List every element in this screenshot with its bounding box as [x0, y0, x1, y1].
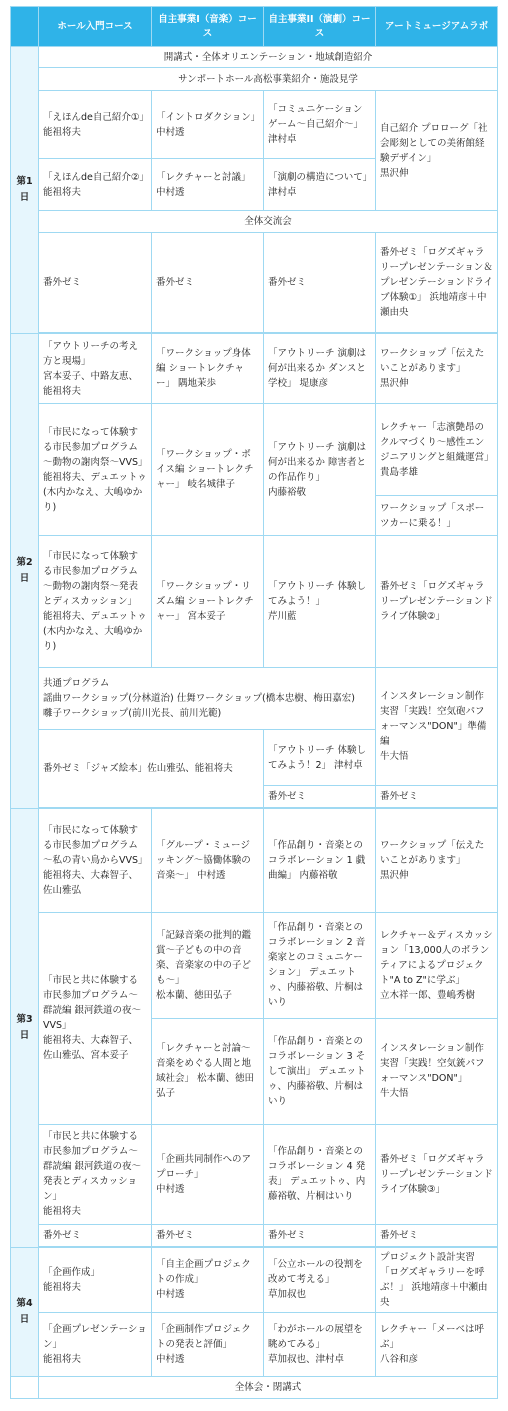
schedule-cell	[264, 159, 376, 211]
schedule-cell	[264, 91, 376, 159]
session-lecturer: 松本蘭、徳田弘子	[156, 989, 233, 1001]
session-title: 「えほんde自己紹介①」	[43, 111, 149, 123]
session-title: 「アウトリーチ 演劇は何が出来るか 障害者との作品作り」	[268, 441, 367, 483]
session-title: レクチャー「志濱艶昂のクルマづくり～感性エンジニアリングと組織運営」	[380, 421, 494, 463]
header-corner	[11, 7, 39, 47]
session-lecturer: 能祖将夫	[43, 126, 82, 138]
session-title: 「企画共同制作へのアプローチ」	[156, 1153, 252, 1180]
schedule-cell: 「レクチャーと討論～音楽をめぐる人間と地域社会」 松本蘭、徳田弘子	[152, 1018, 264, 1124]
table-row	[11, 668, 498, 730]
schedule-table	[10, 6, 498, 1399]
schedule-cell	[39, 1247, 152, 1312]
schedule-cell: 番外ゼミ「ログズギャラリープレゼンテーション＆プレゼンテーションドライブ体験①」 浜地靖彦＋中瀬由央	[376, 233, 498, 333]
schedule-cell	[152, 912, 264, 1018]
session-lecturer: 八谷和彦	[380, 1353, 419, 1365]
schedule-cell: 番外ゼミ	[376, 786, 498, 808]
session-lecturer: 中村透	[156, 1183, 185, 1195]
schedule-cell	[152, 1312, 264, 1376]
session-title: 自己紹介 プロローグ「社会彫刻としての美術館経験デザイン」	[380, 122, 488, 164]
common-program-cell	[39, 668, 376, 730]
schedule-cell	[39, 536, 152, 668]
table-row	[11, 1124, 498, 1224]
session-lecturer: 能祖将夫、大森智子、佐山雅弘	[43, 870, 139, 896]
session-lecturer: 立木祥一郎、豊嶋秀樹	[380, 989, 476, 1001]
schedule-cell: 番外ゼミ	[264, 786, 376, 808]
schedule-cell	[39, 809, 152, 912]
schedule-cell	[39, 404, 152, 536]
table-row	[11, 1224, 498, 1246]
schedule-cell: 番外ゼミ「ログズギャラリープレゼンテーションドライブ体験③」	[376, 1124, 498, 1224]
session-lecturer: 中村透	[156, 186, 185, 198]
schedule-cell: 番外ゼミ「ログズギャラリープレゼンテーションドライブ体験②」	[376, 536, 498, 668]
schedule-cell: プロジェクト設計実習「ログズギャラリーを呼ぶ！」 浜地靖彦＋中瀬由央	[376, 1247, 498, 1312]
table-row	[11, 334, 498, 404]
schedule-cell	[376, 1312, 498, 1376]
session-title: インスタレーション制作実習「実践！空気銃パフォーマンス"DON"」	[380, 1043, 485, 1085]
schedule-cell: 番外ゼミ	[152, 233, 264, 333]
session-title: 「企画制作プロジェクトの発表と評価」	[156, 1323, 251, 1350]
session-lecturer: 草加叔也、津村卓	[268, 1353, 345, 1365]
session-title: 「コミュニケーションゲーム～自己紹介～」	[268, 104, 364, 131]
session-lecturer: 牛大悟	[380, 751, 409, 763]
session-lecturer: 能祖将夫、デュエットゥ(木内かなえ、大嶋ゆかり)	[43, 611, 147, 653]
schedule-cell: 「ワークショップ・リズム編 ショートレクチャー」 宮本妥子	[152, 536, 264, 668]
session-lecturer: 能祖将夫、デュエットゥ(木内かなえ、大嶋ゆかり)	[43, 471, 147, 513]
day-label-3: 第3日	[11, 809, 39, 1247]
session-title: 「市民になって体験する市民参加プログラム～動物の謝肉祭～VVS」	[43, 426, 148, 468]
schedule-cell	[376, 91, 498, 211]
schedule-cell	[152, 1124, 264, 1224]
schedule-cell: 番外ゼミ	[39, 233, 152, 333]
schedule-cell: 番外ゼミ	[376, 1224, 498, 1246]
session-title: 「イントロダクション」	[156, 111, 261, 123]
session-title: 「レクチャーと討議」	[156, 171, 251, 183]
schedule-cell	[376, 334, 498, 404]
session-lecturer: 能祖将夫	[43, 186, 82, 198]
schedule-cell	[152, 91, 264, 159]
table-row	[11, 404, 498, 496]
sunport-intro-cell: サンポートホール高松事業紹介・施設見学	[39, 68, 498, 91]
schedule-cell	[152, 1247, 264, 1312]
table-row	[11, 912, 498, 1018]
schedule-cell: 番外ゼミ	[264, 233, 376, 333]
session-title: 「アウトリーチ 体験してみよう！」	[268, 581, 367, 608]
table-row	[11, 1247, 498, 1312]
exchange-cell: 全体交流会	[39, 211, 498, 233]
session-lecturer: 能祖将夫	[43, 1353, 82, 1365]
header-music-course: 自主事業I（音楽）コース	[152, 7, 264, 47]
session-lecturer: 中村透	[156, 1353, 185, 1365]
schedule-cell	[264, 1247, 376, 1312]
schedule-cell: 番外ゼミ	[152, 1224, 264, 1246]
header-hall-course: ホール入門コース	[39, 7, 152, 47]
session-title: レクチャー＆ディスカッション「13,000人のボランティアによるプロジェクト"A to Z"に学ぶ」	[380, 929, 493, 986]
common-program-title: 共通プログラム	[43, 678, 110, 690]
day-label-1: 第1日	[11, 47, 39, 334]
header-row	[11, 7, 498, 47]
session-title: 「記録音楽の批判的鑑賞～子どもの中の音楽、音楽家の中の子ども～」	[156, 929, 252, 986]
table-row	[11, 1376, 498, 1398]
session-lecturer: 牛大悟	[380, 1088, 409, 1100]
session-lecturer: 貴島孝雄	[380, 466, 419, 478]
closing-cell: 全体会・閉講式	[39, 1376, 498, 1398]
schedule-cell: 番外ゼミ	[39, 1224, 152, 1246]
schedule-cell	[376, 912, 498, 1018]
table-row	[11, 233, 498, 333]
table-row	[11, 536, 498, 668]
schedule-cell	[376, 404, 498, 496]
schedule-cell	[39, 1124, 152, 1224]
schedule-cell	[376, 1018, 498, 1124]
header-drama-course: 自主事業II（演劇）コース	[264, 7, 376, 47]
header-art-lab: アートミュージアムラボ	[376, 7, 498, 47]
session-title: 「公立ホールの役割を改めて考える」	[268, 1259, 363, 1286]
session-title: 「演劇の構造について」	[268, 171, 373, 183]
schedule-cell: 「アウトリーチ 体験してみよう！2」 津村卓	[264, 730, 376, 786]
schedule-cell: 番外ゼミ「ジャズ絵本」佐山雅弘、能祖将夫	[39, 730, 264, 808]
schedule-cell: 「ワークショップ・ボイス編 ショートレクチャー」 岐名城律子	[152, 404, 264, 536]
session-title: 「市民と共に体験する市民参加プログラム～群読編 銀河鉄道の夜～VVS」	[43, 975, 142, 1032]
schedule-cell: 「作品創り・音楽とのコラボレーション 1 戯曲編」 内藤裕敬	[264, 809, 376, 912]
session-lecturer: 草加叔也	[268, 1289, 307, 1301]
session-lecturer: 津村卓	[268, 134, 297, 146]
session-title: 「企画プレゼンテーション」	[43, 1323, 147, 1350]
schedule-cell	[39, 1312, 152, 1376]
schedule-cell	[39, 159, 152, 211]
schedule-cell: 「ワークショップ身体編 ショートレクチャー」 隅地茉歩	[152, 334, 264, 404]
schedule-cell	[152, 159, 264, 211]
session-title: 「わがホールの展望を眺めてみる」	[268, 1323, 363, 1350]
table-row	[11, 91, 498, 159]
schedule-cell	[39, 334, 152, 404]
table-row	[11, 1312, 498, 1376]
session-title: 「自主企画プロジェクトの作成」	[156, 1259, 251, 1286]
schedule-cell: ワークショップ「スポーツカーに乗る！」	[376, 496, 498, 536]
day-label-2: 第2日	[11, 334, 39, 809]
session-title: 「市民と共に体験する市民参加プログラム～群読編 銀河鉄道の夜～発表とディスカッション」	[43, 1131, 142, 1203]
table-row	[11, 68, 498, 91]
table-row	[11, 47, 498, 68]
schedule-cell	[376, 668, 498, 786]
session-lecturer: 宮本妥子、中路友恵、能祖将夫	[43, 370, 139, 397]
session-lecturer: 中村透	[156, 1289, 185, 1301]
schedule-cell: 番外ゼミ	[264, 1224, 376, 1246]
table-row	[11, 809, 498, 912]
schedule-cell	[39, 912, 152, 1124]
table-row	[11, 211, 498, 233]
schedule-cell	[39, 91, 152, 159]
schedule-cell	[264, 404, 376, 536]
closing-spacer	[11, 1376, 39, 1398]
session-lecturer: 黒沢伸	[380, 378, 409, 390]
session-lecturer: 内藤裕敬	[268, 486, 307, 498]
session-lecturer: 芹川藍	[268, 611, 297, 623]
session-title: 「えほんde自己紹介②」	[43, 171, 149, 183]
schedule-cell: 「グループ・ミュージッキング～協働体験の音楽～」 中村透	[152, 809, 264, 912]
session-title: 「市民になって体験する市民参加プログラム～動物の謝肉祭～発表とディスカッション」	[43, 551, 139, 608]
schedule-cell: 「アウトリーチ 演劇は何が出来るか ダンスと学校」 堤康彦	[264, 334, 376, 404]
session-title: 「市民になって体験する市民参加プログラム～私の青い鳥からVVS」	[43, 825, 148, 866]
schedule-cell: 「作品創り・音楽とのコラボレーション 2 音楽家とのコミュニケーション」 デュエットゥ、内藤裕敬、片桐はいり	[264, 912, 376, 1018]
session-lecturer: 能祖将夫	[43, 1281, 82, 1293]
schedule-cell: 「作品創り・音楽とのコラボレーション 3 そして演出」 デュエットゥ、内藤裕敬、片桐はいり	[264, 1018, 376, 1124]
session-lecturer: 津村卓	[268, 186, 297, 198]
session-lecturer: 黒沢伸	[380, 870, 409, 881]
day-label-4: 第4日	[11, 1247, 39, 1376]
schedule-cell	[376, 809, 498, 912]
session-lecturer: 能祖将夫	[43, 1206, 82, 1218]
session-title: レクチャー「メーベは呼ぶ」	[380, 1323, 485, 1350]
common-program-hayashi: 囃子ワークショップ(前川光長、前川光範)	[43, 708, 222, 720]
schedule-cell	[264, 1312, 376, 1376]
session-title: 「企画作成」	[43, 1266, 101, 1278]
schedule-cell: 「作品創り・音楽とのコラボレーション 4 発表」 デュエットゥ、内藤裕敬、片桐はいり	[264, 1124, 376, 1224]
session-lecturer: 黒沢伸	[380, 167, 409, 179]
session-lecturer: 能祖将夫、大森智子、佐山雅弘、宮本妥子	[43, 1035, 139, 1062]
session-title: ワークショップ「伝えたいことがあります」	[380, 348, 485, 375]
schedule-cell	[264, 536, 376, 668]
session-title: ワークショップ「伝えたいことがあります」	[380, 840, 485, 866]
session-title: 「アウトリーチの考え方と現場」	[43, 340, 139, 367]
session-lecturer: 中村透	[156, 126, 185, 138]
common-program-noh: 謡曲ワークショップ(分林道治) 仕舞ワークショップ(橋本忠樹、梅田嘉宏)	[43, 693, 355, 705]
opening-cell: 開講式・全体オリエンテーション・地域創造紹介	[39, 47, 498, 68]
session-title: インスタレーション制作実習「実践！空気砲パフォーマンス"DON"」準備編	[380, 691, 487, 748]
